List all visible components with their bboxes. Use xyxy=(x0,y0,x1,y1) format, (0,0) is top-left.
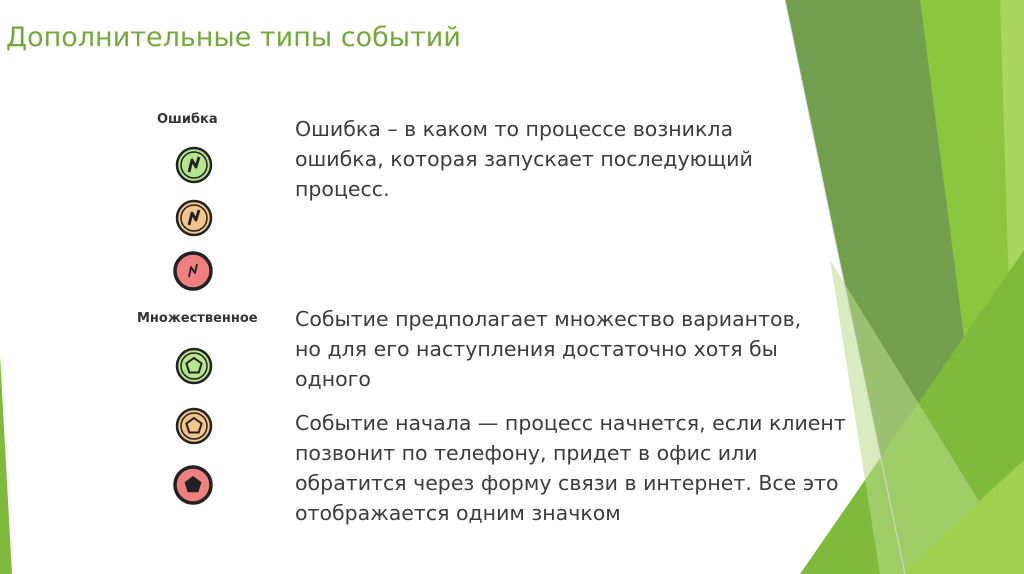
multiple-description: Событие предполагает множество вариантов, но для его наступления достаточно хотя бы одного xyxy=(295,307,802,391)
start-event-description: Событие начала — процесс начнется, если клиент позвонит по телефону, придет в офис или обратится через форму связи в интернет. Все это отображается одним значком xyxy=(295,411,846,525)
multiple-icon-orange xyxy=(174,407,214,445)
multiple-icon-red xyxy=(172,465,214,505)
error-icon-green xyxy=(174,146,214,184)
multiple-icon-green xyxy=(174,347,214,385)
error-description: Ошибка – в каком то процессе возникла ошибка, которая запускает последующий процесс. xyxy=(295,117,753,201)
error-label: Ошибка xyxy=(157,112,218,127)
left-edge-shape xyxy=(0,355,12,574)
slide-title: Дополнительные типы событий xyxy=(6,22,461,53)
multiple-label: Множественное xyxy=(137,311,258,326)
error-icon-orange xyxy=(174,199,214,237)
error-icon-red xyxy=(172,251,214,291)
